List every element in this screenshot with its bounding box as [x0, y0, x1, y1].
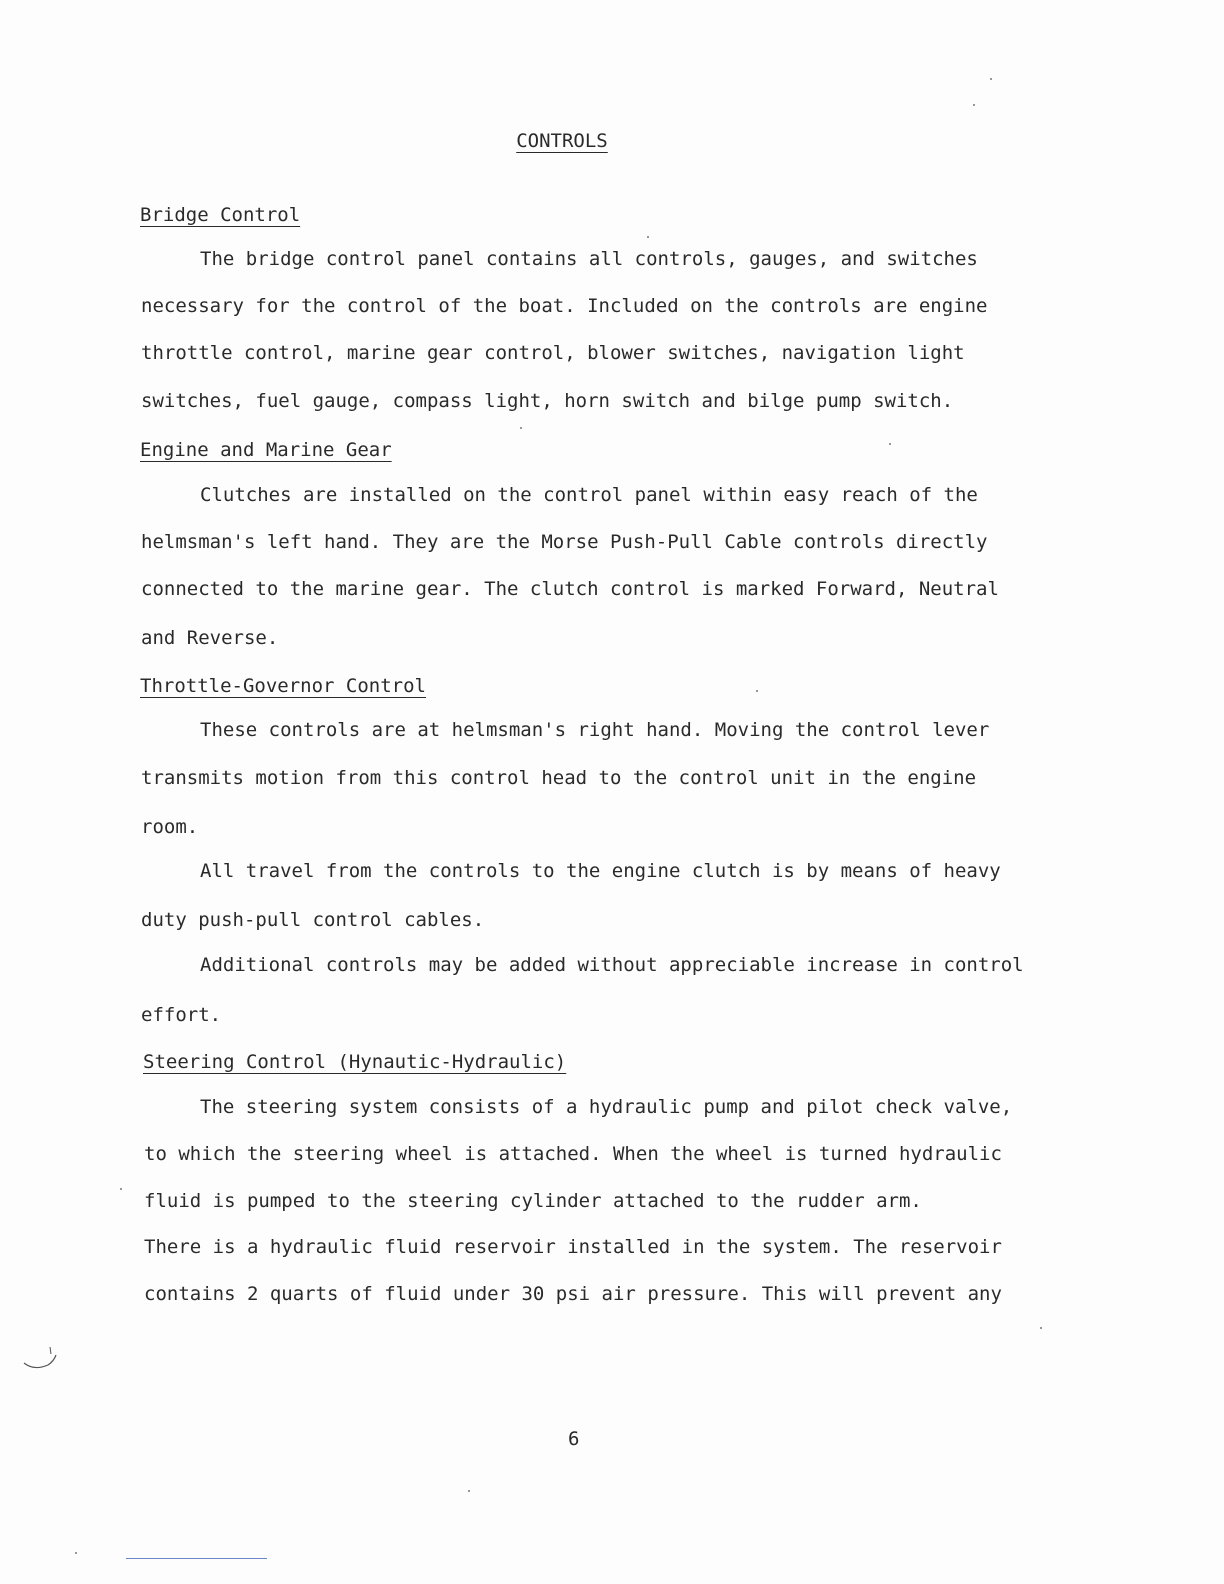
pencil-mark-icon [22, 1345, 62, 1375]
scan-speck [1040, 1327, 1042, 1329]
paragraph-line: and Reverse. [141, 627, 279, 649]
scan-speck [468, 1490, 470, 1492]
paragraph-line: connected to the marine gear. The clutch control is marked Forward, Neutral [141, 578, 999, 600]
paragraph-line: effort. [141, 1004, 222, 1026]
paragraph-line: duty push-pull control cables. [141, 909, 485, 931]
paragraph-line: to which the steering wheel is attached. When the wheel is turned hydraulic [144, 1143, 1002, 1165]
scan-speck [889, 443, 891, 445]
scan-speck [990, 78, 992, 80]
scan-speck [120, 1188, 122, 1190]
scan-speck [520, 427, 522, 429]
scan-speck [973, 104, 975, 106]
paragraph-line: fluid is pumped to the steering cylinder attached to the rudder arm. [144, 1190, 922, 1212]
paragraph-line: All travel from the controls to the engine clutch is by means of heavy [200, 860, 1001, 882]
section-heading-engine-marine-gear: Engine and Marine Gear [140, 439, 392, 461]
section-heading-throttle-governor: Throttle-Governor Control [140, 675, 426, 697]
scan-speck [756, 690, 758, 692]
paragraph-line: throttle control, marine gear control, blower switches, navigation light [141, 342, 965, 364]
page-number: 6 [568, 1428, 580, 1450]
paragraph-line: helmsman's left hand. They are the Morse Push-Pull Cable controls directly [141, 531, 988, 553]
scan-speck [75, 1552, 77, 1554]
paragraph-line: contains 2 quarts of fluid under 30 psi air pressure. This will prevent any [144, 1283, 1002, 1305]
paragraph-line: The bridge control panel contains all controls, gauges, and switches [200, 248, 978, 270]
paragraph-line: room. [141, 816, 199, 838]
blue-rule [126, 1558, 267, 1559]
section-heading-bridge-control: Bridge Control [140, 204, 301, 226]
scan-speck [647, 236, 649, 238]
page-title: CONTROLS [516, 130, 608, 152]
paragraph-line: transmits motion from this control head to the control unit in the engine [141, 767, 977, 789]
paragraph-line: These controls are at helmsman's right hand. Moving the control lever [200, 719, 990, 741]
paragraph-line: Additional controls may be added without appreciable increase in control [200, 954, 1024, 976]
paragraph-line: Clutches are installed on the control panel within easy reach of the [200, 484, 978, 506]
paragraph-line: There is a hydraulic fluid reservoir installed in the system. The reservoir [144, 1236, 1002, 1258]
paragraph-line: necessary for the control of the boat. Included on the controls are engine [141, 295, 988, 317]
paragraph-line: The steering system consists of a hydraulic pump and pilot check valve, [200, 1096, 1013, 1118]
section-heading-steering-control: Steering Control (Hynautic-Hydraulic) [143, 1051, 567, 1073]
paragraph-line: switches, fuel gauge, compass light, horn switch and bilge pump switch. [141, 390, 954, 412]
